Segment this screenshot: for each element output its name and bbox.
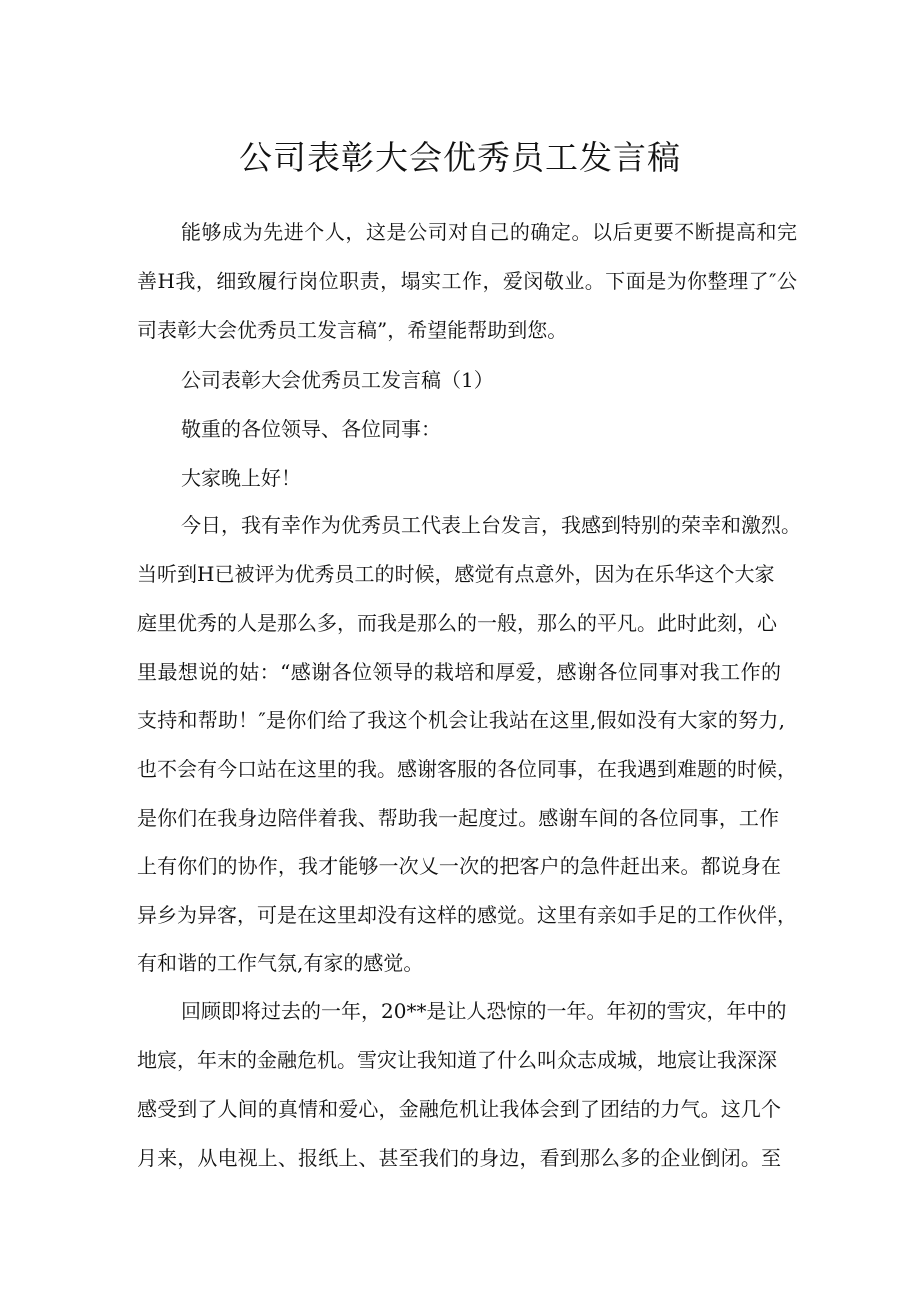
paragraph-line: 也不会有今口站在这里的我。感谢客服的各位同事，在我遇到难题的时候，: [137, 757, 797, 781]
section-heading: 公司表彰大会优秀员工发言稿（1）: [181, 368, 494, 392]
paragraph-line: 能够成为先进个人，这是公司对自己的确定。以后更要不断提高和完: [181, 220, 797, 244]
paragraph-line: 月来，从电视上、报纸上、甚至我们的身边，看到那么多的企业倒闭。至: [137, 1146, 781, 1170]
paragraph-line: 地宸，年末的金融危机。雪灾让我知道了什么叫众志成城，地宸让我深深: [137, 1048, 777, 1072]
document-title: 公司表彰大会优秀员工发言稿: [239, 138, 681, 177]
greeting: 大家晚上好！: [181, 466, 301, 490]
paragraph-line: 庭里优秀的人是那么多，而我是那么的一般，那么的平凡。此时此刻，心: [137, 611, 777, 635]
paragraph-line: 司表彰大会优秀员工发言稿”，希望能帮助到您。: [137, 318, 568, 342]
paragraph-line: 里最想说的姑：“感谢各位领导的栽培和厚爱，感谢各位同事对我工作的: [137, 660, 781, 684]
paragraph-line: 有和谐的工作气氛,有家的感觉。: [137, 951, 424, 975]
paragraph-line: 异乡为异客，可是在这里却没有这样的感觉。这里有亲如手足的工作伙伴，: [137, 903, 797, 927]
salutation: 敬重的各位领导、各位同事：: [181, 417, 441, 441]
paragraph-line: 上有你们的协作，我才能够一次乂一次的把客户的急件赶出来。都说身在: [137, 854, 781, 878]
paragraph-line: 回顾即将过去的一年，20**是让人恐惊的一年。年初的雪灾，年中的: [181, 999, 787, 1023]
paragraph-line: 今日，我有幸作为优秀员工代表上台发言，我感到特别的荣幸和激烈。: [181, 513, 801, 537]
paragraph-line: 当听到H已被评为优秀员工的时候，感觉有点意外，因为在乐华这个大家: [137, 562, 775, 586]
paragraph-line: 是你们在我身边陪伴着我、帮助我一起度过。感谢车间的各位同事，工作: [137, 806, 779, 830]
paragraph-line: 支持和帮助！″是你们给了我这个机会让我站在这里,假如没有大家的努力,: [137, 708, 785, 732]
paragraph-line: 感受到了人间的真情和爱心，金融危机让我体会到了团结的力气。这几个: [137, 1097, 781, 1121]
paragraph-line: 善H我，细致履行岗位职责，塌实工作，爱闵敬业。下面是为你整理了″公: [137, 269, 797, 293]
